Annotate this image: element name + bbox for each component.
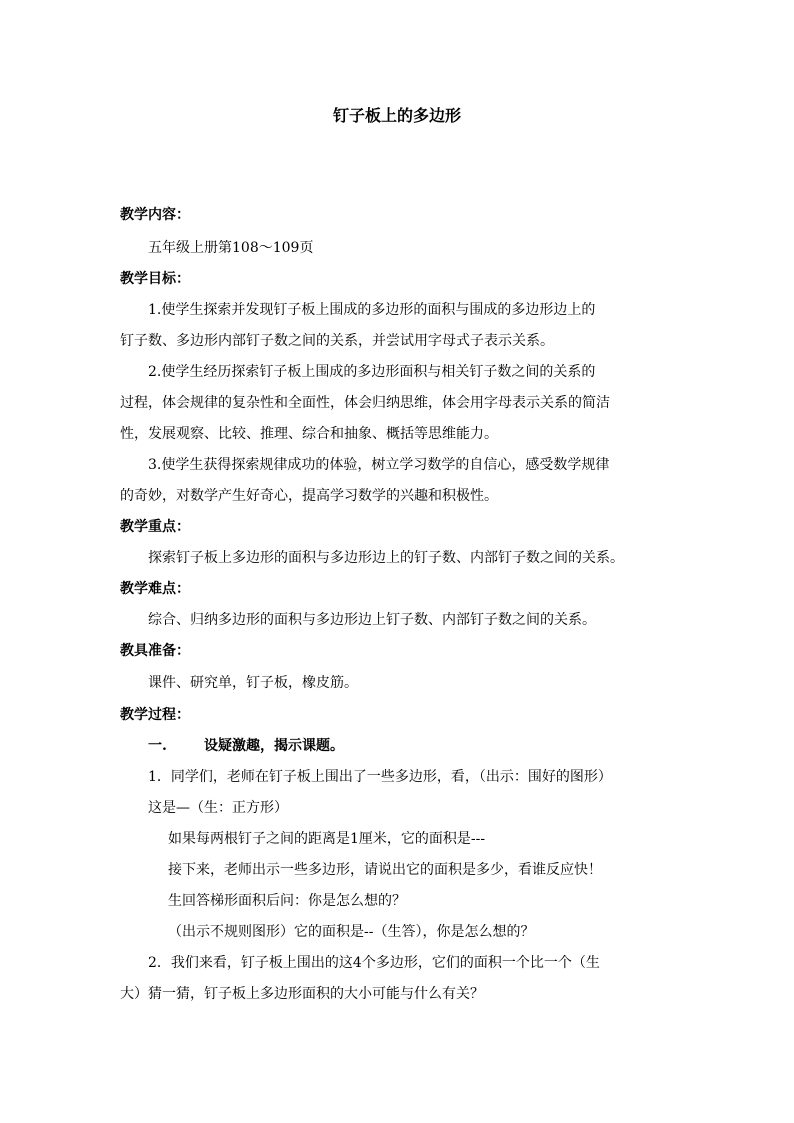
objective-2-line-3: 性，发展观察、比较、推理、综合和抽象、概括等思维能力。: [120, 426, 498, 442]
objective-3-line-2: 的奇妙，对数学产生好奇心，提高学习数学的兴趣和积极性。: [120, 488, 498, 504]
step-2-line-2: 大）猜一猜，钉子板上多边形面积的大小可能与什么有关？: [120, 986, 484, 1002]
teaching-objectives-heading: 教学目标：: [120, 271, 190, 287]
key-points-text: 探索钉子板上多边形的面积与多边形边上的钉子数、内部钉子数之间的关系。: [148, 550, 624, 566]
objective-1-line-2: 钉子数、多边形内部钉子数之间的关系，并尝试用字母式子表示关系。: [120, 333, 554, 349]
key-points-heading: 教学重点：: [120, 519, 190, 535]
difficulties-text: 综合、归纳多边形的面积与多边形边上钉子数、内部钉子数之间的关系。: [148, 612, 596, 628]
objective-3-line-1: 3.使学生获得探索规律成功的体验，树立学习数学的自信心，感受数学规律: [148, 457, 610, 473]
teaching-process-heading: 教学过程：: [120, 707, 190, 723]
teaching-content-heading: 教学内容：: [120, 207, 190, 223]
section-1-title: 设疑激趣，揭示课题。: [204, 738, 344, 754]
objective-2-line-1: 2.使学生经历探索钉子板上围成的多边形面积与相关钉子数之间的关系的: [148, 364, 596, 380]
step-1-line-3: 如果每两根钉子之间的距离是1厘米，它的面积是---: [168, 831, 486, 847]
step-1-line-2: 这是—（生：正方形）: [148, 800, 288, 816]
step-1-line-1: 1．同学们，老师在钉子板上围出了一些多边形，看，（出示：围好的图形）: [148, 769, 612, 785]
objective-2-line-2: 过程，体会规律的复杂性和全面性，体会归纳思维，体会用字母表示关系的简洁: [120, 395, 610, 411]
step-1-line-4: 接下来，老师出示一些多边形，请说出它的面积是多少，看谁反应快！: [168, 862, 602, 878]
materials-text: 课件、研究单，钉子板，橡皮筋。: [148, 675, 358, 691]
teaching-content-text: 五年级上册第108～109页: [148, 240, 314, 256]
step-1-line-5: 生回答梯形面积后问：你是怎么想的？: [168, 893, 406, 909]
step-1-line-6: （出示不规则图形）它的面积是--（生答），你是怎么想的？: [168, 924, 535, 940]
difficulties-heading: 教学难点：: [120, 581, 190, 597]
step-2-line-1: 2．我们来看，钉子板上围出的这4个多边形，它们的面积一个比一个（生: [148, 955, 600, 971]
document-title: 钉子板上的多边形: [332, 106, 461, 125]
section-1-number: 一.: [148, 738, 167, 754]
materials-heading: 教具准备：: [120, 643, 190, 659]
objective-1-line-1: 1.使学生探索并发现钉子板上围成的多边形的面积与围成的多边形边上的: [148, 302, 596, 318]
